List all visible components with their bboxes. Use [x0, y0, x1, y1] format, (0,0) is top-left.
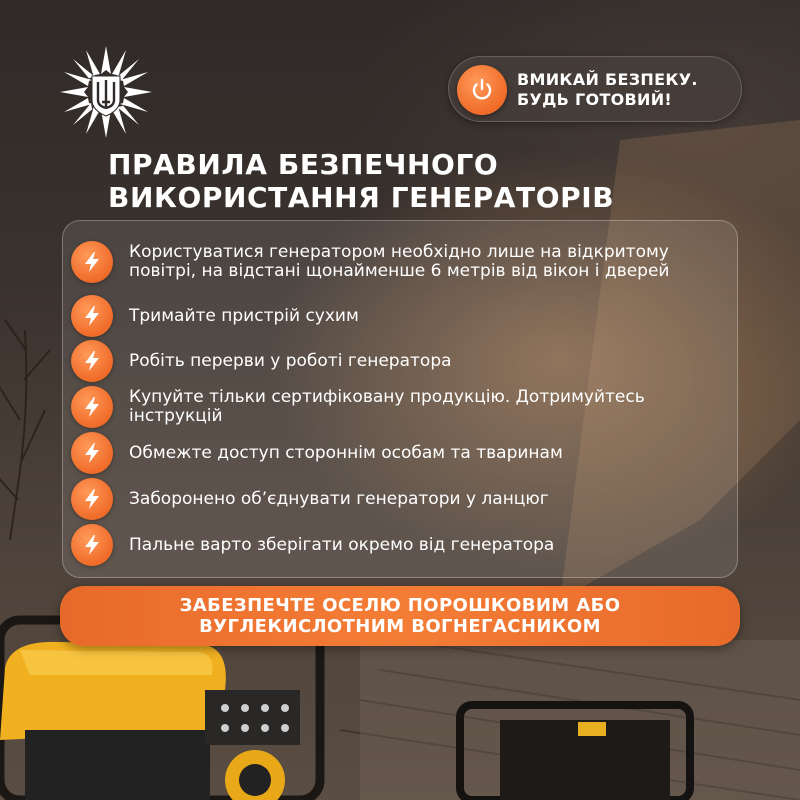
rule-text: Заборонено об’єднувати генератори у ланцюг: [129, 488, 549, 509]
cta-line-2: ВУГЛЕКИСЛОТНИМ ВОГНЕГАСНИКОМ: [199, 616, 601, 637]
page-title: [108, 148, 614, 214]
rule-text: Користуватися генератором необхідно лише на відкритому повітрі, на відстані щонайменше 6 метрів від вікон і дверей: [129, 242, 670, 281]
extinguisher-callout: [60, 586, 740, 646]
cta-line-1: ЗАБЕЗПЕЧТЕ ОСЕЛЮ ПОРОШКОВИМ АБО: [179, 595, 621, 616]
lightning-icon: [71, 478, 113, 520]
rule-text: Робіть перерви у роботі генератора: [129, 350, 452, 371]
police-emblem: [58, 44, 154, 140]
lightning-icon: [71, 386, 113, 428]
rule-item: [71, 386, 731, 428]
rule-item: [71, 295, 731, 337]
rule-text: Тримайте пристрій сухим: [129, 305, 359, 326]
rule-item: [71, 432, 731, 474]
rule-text: Обмежте доступ стороннім особам та тваринам: [129, 442, 563, 463]
rule-item: [71, 241, 731, 283]
rule-item: [71, 478, 731, 520]
power-button-graphic: [457, 65, 507, 115]
slogan-line-2: БУДЬ ГОТОВИЙ!: [517, 90, 673, 109]
lightning-icon: [71, 241, 113, 283]
title-line-2: ВИКОРИСТАННЯ ГЕНЕРАТОРІВ: [108, 181, 615, 214]
lightning-icon: [71, 340, 113, 382]
power-icon: [469, 77, 495, 103]
rules-panel: [62, 220, 738, 578]
lightning-icon: [71, 524, 113, 566]
title-line-1: ПРАВИЛА БЕЗПЕЧНОГО: [108, 148, 499, 181]
slogan-badge: [448, 56, 742, 122]
lightning-icon: [71, 432, 113, 474]
slogan-line-1: ВМИКАЙ БЕЗПЕКУ.: [517, 70, 698, 89]
police-star-trident-icon: [58, 44, 154, 140]
rule-text: Купуйте тільки сертифіковану продукцію. Дотримуйтесь інструкцій: [129, 387, 645, 426]
rule-item: [71, 524, 731, 566]
slogan-text: [517, 70, 698, 110]
lightning-icon: [71, 295, 113, 337]
rule-item: [71, 340, 731, 382]
rule-text: Пальне варто зберігати окремо від генератора: [129, 534, 555, 555]
